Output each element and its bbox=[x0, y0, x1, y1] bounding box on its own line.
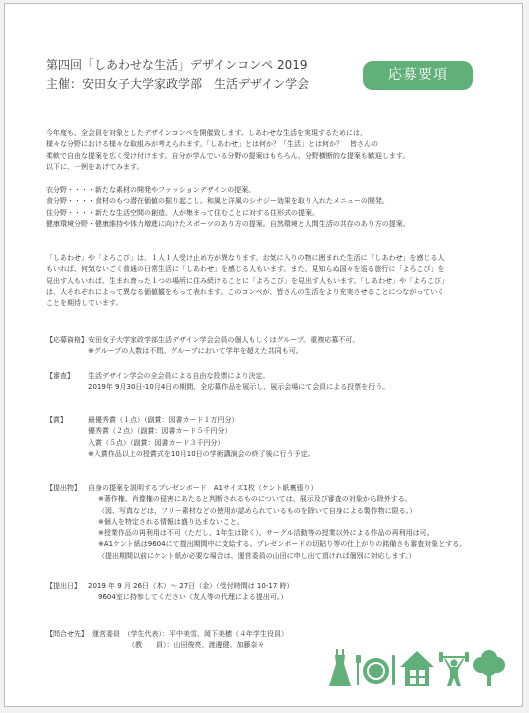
plate-icon bbox=[356, 649, 396, 687]
intro-line: 今年度も、全会員を対象としたデザインコンペを開催致します。しあわせな生活を実現するためには、 bbox=[46, 129, 367, 137]
submission-label: 【提出物】 bbox=[46, 484, 81, 492]
contact-line: （教 員）：山田俊亮、渡邊健、加藤奈々 bbox=[128, 641, 265, 650]
application-guidelines-badge: 応募要項 bbox=[363, 61, 473, 90]
paragraph-line: ことを期待しています。 bbox=[46, 299, 123, 308]
submission-line: ※授業作品の再利用は不可（ただし、1年生は除く）。サークル活動等の授業以外による作品の再利用は可。 bbox=[98, 529, 434, 538]
review-line: 生活デザイン学会の全会員による自由な投票により決定。 bbox=[88, 372, 270, 380]
deadline-line: 2019 年 9 月 26日（木）～ 27日（金）（受付時間は 10-17 時） bbox=[88, 582, 294, 590]
prize-label: 【賞】 bbox=[46, 416, 67, 424]
deadline-label: 【提出日】 bbox=[46, 582, 81, 590]
review-label: 【審査】 bbox=[46, 372, 74, 380]
example-item: 食分野・・・・食材のもつ潜在価値の掘り起こし。和風と洋風のシナジー効果を取り入れたメニューの開発。 bbox=[46, 197, 389, 206]
organizer-line: 主催：安田女子大学家政学部 生活デザイン学会 bbox=[46, 77, 310, 91]
review-line: 2019年 9月30日-10月4日の期間、全応募作品を展示し、展示会場にて会員による投票を行う。 bbox=[88, 383, 390, 392]
contact-label: 【問合せ先】 bbox=[46, 630, 88, 638]
competition-title: 第四回「しあわせな生活」デザインコンペ 2019 bbox=[46, 58, 308, 72]
paragraph-line: もいれば、何気ないごく普通の日常生活に「しあわせ」を感じる人もいます。また、見知らぬ国々を巡る旅行に「よろこび」を bbox=[46, 265, 445, 274]
happiness-paragraph bbox=[46, 253, 496, 309]
example-item: 住分野・・・・新たな生活空間の創造。人が集まって住むことに対する住形式の提案。 bbox=[46, 208, 319, 217]
examples-list bbox=[46, 185, 496, 230]
lifestyle-icons bbox=[327, 649, 507, 689]
deadline-line: 9604室に持参してください（友人等の代理による提出可。） bbox=[98, 593, 288, 602]
submission-line: 自身の提案を説明するプレゼンボード A1サイズ1枚（ケント紙裏張り） bbox=[88, 484, 318, 492]
intro-line: 柔軟で自由な提案を広く受け付けます。自分が学んでいる分野の提案はもちろん、分野横断的な提案も歓迎します。 bbox=[46, 151, 410, 160]
submission-line: （提出期間以前にケント紙が必要な場合は、運営委員の山田に申し出て頂ければ個別に対応します。） bbox=[98, 551, 416, 560]
submission-line: ※著作権、肖像権の侵害にあたると判断されるものについては、展示及び審査の対象から除外する。 bbox=[98, 495, 412, 504]
poster-page bbox=[4, 3, 523, 707]
prize-line: ※入賞作品以上の授賞式を10月10日の学術講演会の終了後に行う予定。 bbox=[88, 449, 315, 458]
dress-icon bbox=[327, 649, 353, 687]
eligibility-section bbox=[46, 335, 496, 358]
house-icon bbox=[399, 649, 435, 687]
prize-line: 優秀賞（２点）（副賞：図書カード５千円分） bbox=[88, 427, 232, 436]
submission-line: ※A1ケント紙は9604にて提出期間中に支給する。プレゼンボードの切貼り等の仕上がりの銘備さも審査対象とする。 bbox=[98, 540, 467, 549]
eligibility-label: 【応募資格】安田女子大学家政学部生活デザイン学会会員の個人もしくはグループ。重複応募不可。 bbox=[46, 336, 360, 344]
intro-paragraph bbox=[46, 128, 496, 173]
intro-line: 様々な分野における様々な取組みが考えられます。「しあわせ」とは何か？「生活」とは何か？ 皆さんの bbox=[46, 140, 378, 149]
example-item: 健康環境分野・健康維持や体力増進に向けたスポーツのあり方の提案。自然環境と人間生活の共存のあり方の提案。 bbox=[46, 219, 410, 228]
intro-line: 以下に、一例をあげてみます。 bbox=[46, 162, 144, 171]
prize-line: 入賞（５点）（副賞：図書カード３千円分） bbox=[88, 438, 225, 447]
paragraph-line: は、人それぞれによって異なる価値観をもって表れます。このコンペが、皆さんの生活をより充実させることにつながっていく bbox=[46, 287, 445, 296]
example-item: 衣分野・・・・新たな素材の開発やファッションデザインの提案。 bbox=[46, 186, 256, 194]
tree-icon bbox=[472, 649, 506, 687]
submission-line: ※個人を特定される情報は盛り込まないこと。 bbox=[98, 517, 244, 526]
submission-line: （図、写真などは、フリー素材などの使用が認められているものを除いて自身による製作物に限る。） bbox=[98, 506, 417, 515]
weightlifter-icon bbox=[439, 649, 469, 687]
contact-line: 運営委員 （学生代表）：平中美雪、岡下美穂（４年学生役員） bbox=[92, 630, 288, 638]
prize-line: 最優秀賞（１点）（副賞：図書カード１万円分） bbox=[88, 416, 239, 424]
paragraph-line: 見出す人もいれば、生まれ育った１つの場所に住み続けることに「よろこび」を見出す人もいます。「しあわせ」や「よろこび」 bbox=[46, 276, 448, 285]
paragraph-line: 「しあわせ」や「よろこび」は、１人１人受け止め方が異なります。お気に入りの物に囲まれた生活に「しあわせ」を感じる人 bbox=[46, 254, 445, 262]
eligibility-note: ※グループの人数は不問。グループにおいて学年を超えた共同も可。 bbox=[88, 347, 303, 356]
